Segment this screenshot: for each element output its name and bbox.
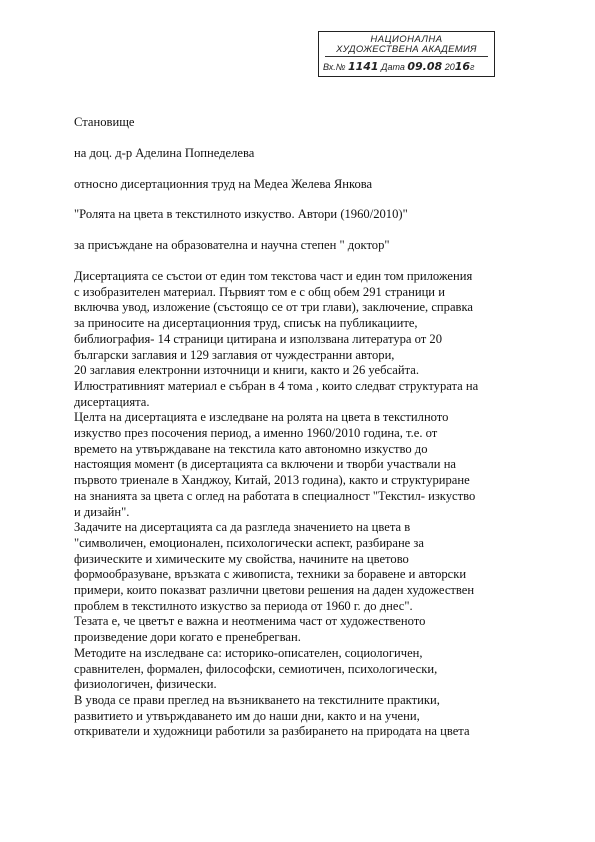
body-line: сравнителен, формален, философски, семиотичен, психологически, (74, 661, 438, 676)
body-line: В увода се прави преглед на възникването на текстилните практики, (74, 692, 440, 707)
stamp-year-prefix: 20 (444, 62, 455, 72)
subject-line: относно дисертационния труд на Медеа Желева Янкова (74, 177, 373, 191)
body-line: настоящия момент (в дисертацията са включени и творби участвали на (74, 457, 457, 472)
stamp-date-label: Дата (381, 62, 405, 72)
stamp-year-suffix: 16 (454, 60, 471, 73)
stamp-institution-line2: ХУДОЖЕСТВЕНА АКАДЕМИЯ (336, 44, 477, 55)
stamp-date-value: 09.08 (407, 60, 443, 73)
body-line: с изобразителен материал. Първият том е с общ обем 291 страници и (74, 284, 445, 299)
reviewer-line: на доц. д-р Аделина Попнеделева (74, 146, 255, 160)
registration-stamp (318, 31, 495, 77)
body-line: включва увод, изложение (състоящо се от три глави), заключение, справка (74, 300, 474, 315)
body-line: времето на утвърждаване на текстила като автономно изкуство до (74, 441, 428, 456)
stamp-divider (325, 56, 488, 57)
body-line: формообразуване, връзката с живописта, техники за боравене и авторски (74, 567, 467, 582)
body-line: Целта на дисертацията е изследване на ролята на цвета в текстилното (74, 410, 449, 425)
thesis-title: "Ролята на цвета в текстилното изкуство. Автори (1960/2010)" (74, 207, 408, 221)
body-line: проблем в текстилното изкуство за периода от 1960 г. до днес". (74, 598, 413, 613)
stamp-institution-line1: НАЦИОНАЛНА (370, 34, 443, 45)
body-line: Илюстративният материал е събран в 4 тома , които следват структурата на (74, 378, 479, 393)
body-line: откриватели и художници работили за разбирането на природата на цвета (74, 724, 470, 739)
body-line: "символичен, емоционален, психологически аспект, разбиране за (74, 535, 424, 550)
body-line: библиография- 14 страници цитирана и използвана литература от 20 (74, 331, 443, 346)
body-line: изкуство през посочения период, а именно 1960/2010 година, т.е. от (74, 426, 438, 440)
body-line: развитието и утвърждаването им до наши дни, както и на учени, (74, 708, 420, 723)
body-line: Методите на изследване са: историко-описателен, социологичен, (74, 645, 423, 660)
body-line: и дизайн". (74, 504, 130, 519)
body-line: за приносите на дисертационния труд, списък на публикациите, (74, 316, 418, 331)
body-line: дисертацията. (74, 394, 150, 409)
body-line: на знанията за цвета с оглед на работата в специалност "Текстил- изкуство (74, 488, 476, 503)
degree-line: за присъждане на образователна и научна степен " доктор" (74, 238, 390, 252)
body-line: Тезата е, че цветът е важна и неотменима част от художественото (74, 614, 426, 629)
stamp-year-end: г (470, 62, 475, 72)
body-line: примери, които показват различни цветови решения на даден художествен (74, 583, 475, 597)
stamp-registration-row (323, 60, 490, 73)
body-line: Задачите на дисертацията са да разгледа значението на цвета в (74, 520, 411, 535)
stamp-reg-number: 1141 (347, 60, 379, 73)
document-title: Становище (74, 115, 135, 129)
body-line: произведение дори когато е пренебрегван. (74, 630, 301, 645)
body-line: Дисертацията се състои от един том текстова част и един том приложения (74, 269, 473, 283)
body-line: физиологичен, физически. (74, 677, 217, 692)
stamp-reg-label: Вх.№ (323, 62, 346, 72)
body-line: 20 заглавия електронни източници и книги, както и 26 уебсайта. (74, 363, 419, 378)
body-line: първото триенале в Ханджоу, Китай, 2013 година), както и структуриране (74, 473, 470, 488)
body-line: физическите и химическите му свойства, начините на цветово (74, 551, 409, 566)
body-line: български заглавия и 129 заглавия от чуждестранни автори, (74, 347, 395, 362)
